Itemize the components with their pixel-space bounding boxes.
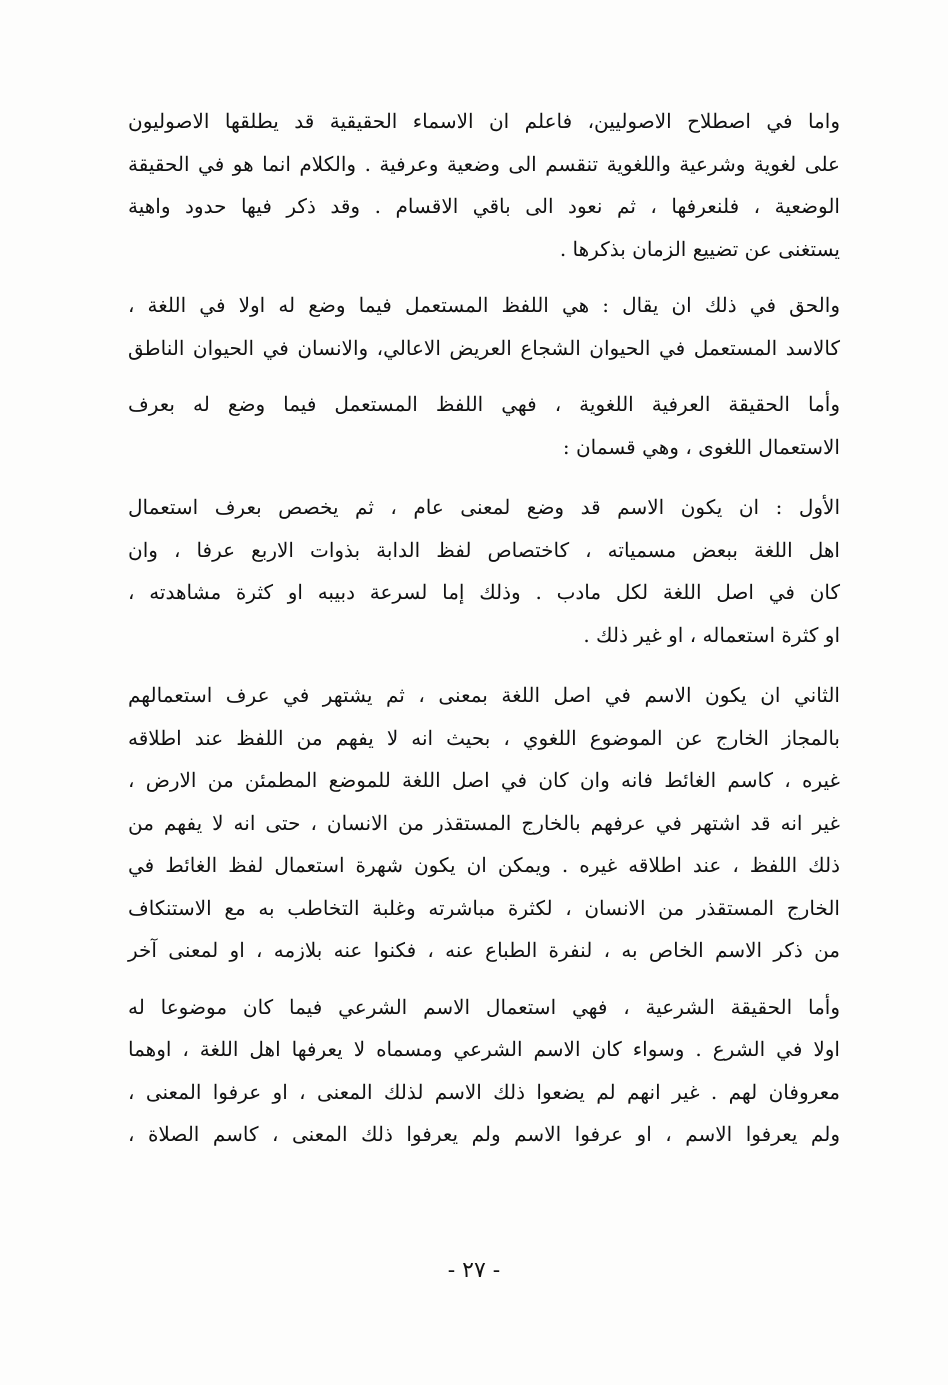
text-line: بالمجاز الخارج عن الموضوع اللغوي ، بحيث انه لا يفهم من اللفظ عند اطلاقه: [128, 725, 840, 750]
text-line: على لغوية وشرعية واللغوية تنقسم الى وضعية وعرفية . والكلام انما هو في الحقيقة: [128, 151, 840, 176]
text-line: الخارج المستقذر من الانسان ، لكثرة مباشرته وغلبة التخاطب به مع الاستنكاف: [128, 895, 840, 920]
text-line: وأما الحقيقة الشرعية ، فهي استعمال الاسم الشرعي فيما كان موضوعا له: [128, 994, 841, 1019]
text-line: الاستعمال اللغوى ، وهي قسمان :: [562, 434, 840, 459]
paragraph-legal-reality: [128, 986, 840, 1156]
text-line: وأما الحقيقة العرفية اللغوية ، فهي اللفظ المستعمل فيما وضع له بعرف: [128, 392, 840, 416]
paragraph-first-kind: [128, 486, 840, 656]
paragraph-customary-linguistic: [128, 383, 840, 468]
text-line: اولا في الشرع . وسواء كان الاسم الشرعي ومسماه لا يعرفها اهل اللغة ، اوهما: [128, 1037, 840, 1061]
text-line: الوضعية ، فلنعرفها ، ثم نعود الى باقي الاقسام . وقد ذكر فيها حدود واهية: [128, 194, 840, 218]
paragraph-definition: [128, 284, 840, 369]
text-line: كالاسد المستعمل في الحيوان الشجاع العريض الاعالي، والانسان في الحيوان الناطق: [128, 335, 840, 360]
body-text: [128, 100, 840, 1156]
text-line: يستغنى عن تضييع الزمان بذكرها .: [559, 236, 840, 261]
text-line: ذلك اللفظ ، عند اطلاقه غيره . ويمكن ان يكون شهرة استعمال لفظ الغائط في: [128, 853, 840, 877]
text-line: غيره ، كاسم الغائط فانه وان كان في اصل اللغة للموضع المطمئن من الارض ،: [128, 768, 840, 792]
text-line: واما في اصطلاح الاصوليين، فاعلم ان الاسماء الحقيقية قد يطلقها الاصوليون: [128, 109, 840, 133]
text-line: معروفان لهم . غير انهم لم يضعوا ذلك الاسم لذلك المعنى ، او عرفوا المعنى ،: [128, 1079, 840, 1104]
page-number: - ٢٧ -: [447, 1258, 501, 1283]
paragraph-usuli-terminology: [128, 100, 840, 270]
text-line: كان في اصل اللغة لكل مادب . وذلك إما لسرعة دبيبه او كثرة مشاهدته ،: [128, 580, 840, 604]
text-line: والحق في ذلك ان يقال : هي اللفظ المستعمل فيما وضع له اولا في اللغة ،: [128, 293, 840, 317]
text-line: ولم يعرفوا الاسم ، او عرفوا الاسم ولم يعرفوا ذلك المعنى ، كاسم الصلاة ،: [128, 1122, 840, 1146]
text-line: اهل اللغة ببعض مسمياته ، كاختصاص لفظ الدابة بذوات الاربع عرفا ، وان: [128, 537, 840, 562]
text-line: او كثرة استعماله ، او غير ذلك .: [583, 622, 840, 647]
text-line: من ذكر الاسم الخاص به ، لنفرة الطباع عنه ، فكنوا عنه بلازمه ، او لمعنى آخر: [128, 938, 840, 962]
text-line: غير انه قد اشتهر في عرفهم بالخارج المستقذر من الانسان ، حتى انه لا يفهم من: [128, 810, 840, 835]
text-line: الثاني ان يكون الاسم في اصل اللغة بمعنى ، ثم يشتهر في عرف استعمالهم: [128, 683, 840, 707]
text-line: الأول : ان يكون الاسم قد وضع لمعنى عام ، ثم يخصص بعرف استعمال: [128, 495, 840, 519]
paragraph-second-kind: [128, 674, 840, 972]
